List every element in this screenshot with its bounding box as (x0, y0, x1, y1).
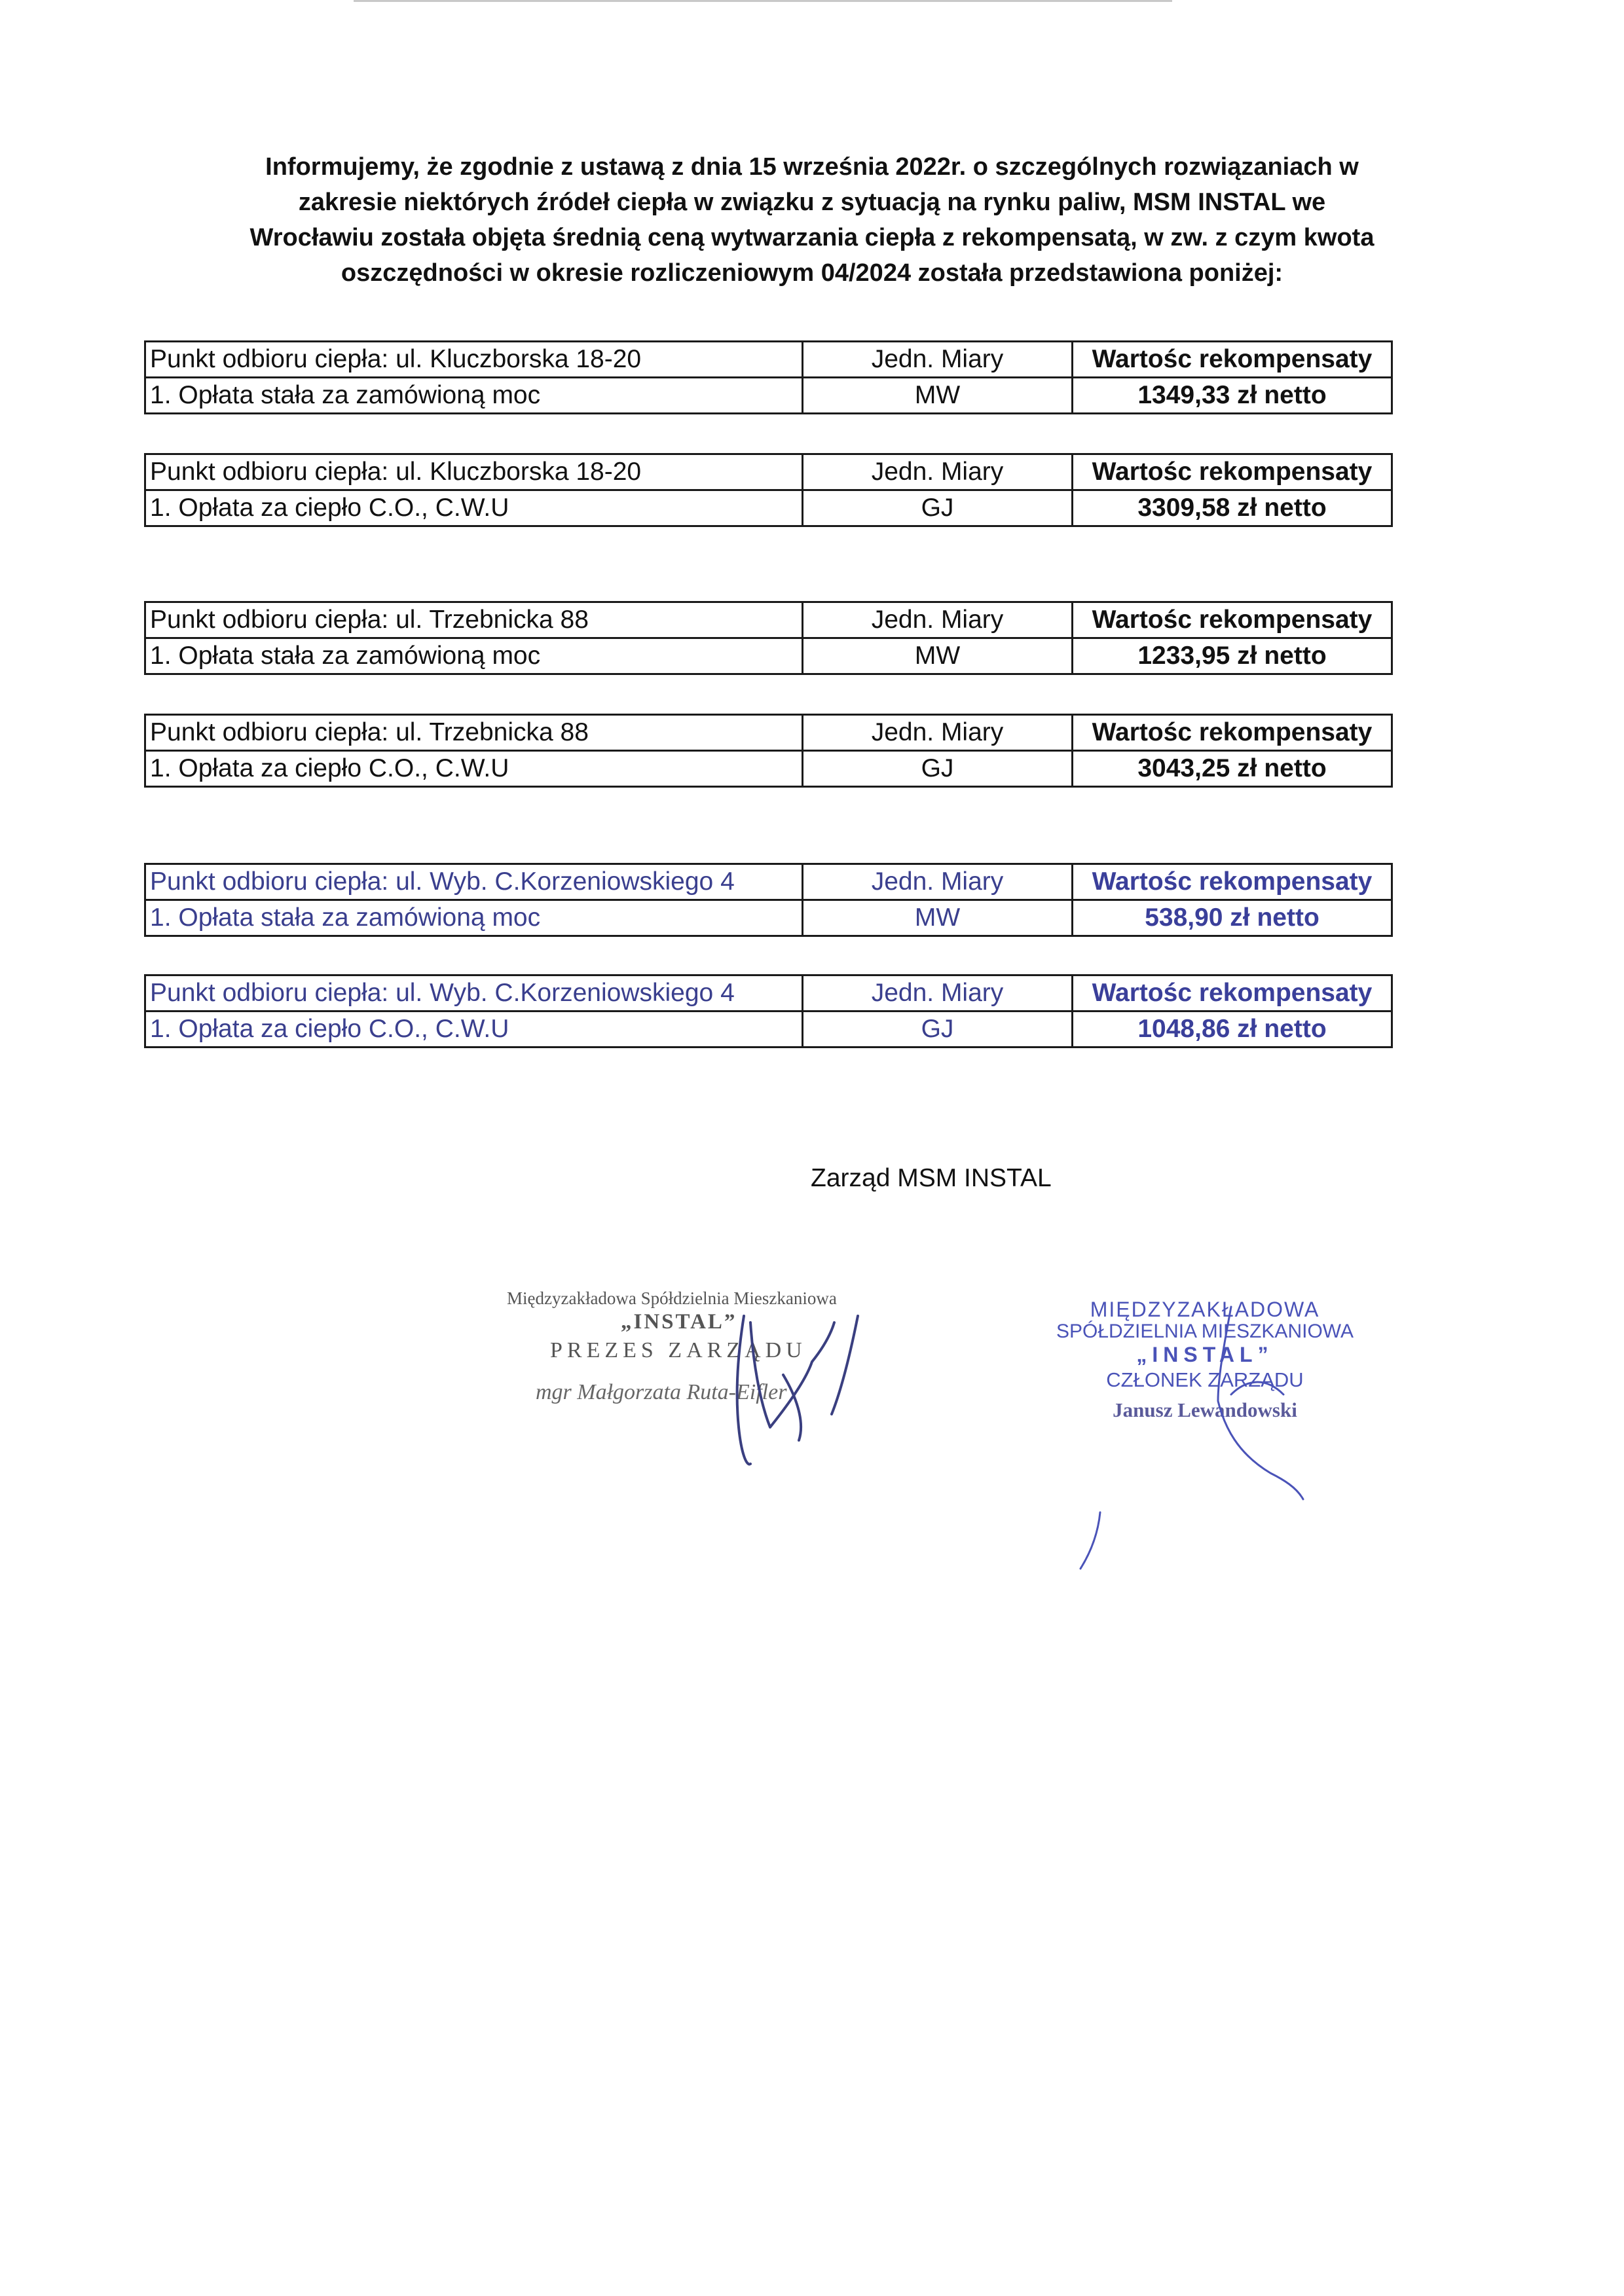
fee-label-cell: 1. Opłata za ciepło C.O., C.W.U (145, 490, 803, 526)
compensation-value-cell: 3309,58 zł netto (1073, 490, 1392, 526)
intro-line: Wrocławiu została objęta średnią ceną wytwarzania ciepła z rekompensatą, w zw. z czym kwota (249, 224, 1375, 251)
fee-label-cell: 1. Opłata stała za zamówioną moc (145, 638, 803, 674)
unit-cell: GJ (803, 751, 1073, 787)
table-header-row (145, 715, 1392, 751)
board-signature-title: Zarząd MSM INSTAL (811, 1164, 1052, 1192)
table-row (145, 490, 1392, 526)
table-header-row (145, 454, 1392, 490)
compensation-table-kluczborska-power (144, 340, 1393, 414)
compensation-value-cell: 1233,95 zł netto (1073, 638, 1392, 674)
unit-cell: MW (803, 378, 1073, 414)
unit-header-cell: Jedn. Miary (803, 454, 1073, 490)
unit-cell: MW (803, 900, 1073, 936)
value-header-cell: Wartośc rekompensaty (1073, 975, 1392, 1011)
compensation-table-trzebnicka-heat (144, 714, 1393, 788)
unit-header-cell: Jedn. Miary (803, 602, 1073, 638)
delivery-point-cell: Punkt odbioru ciepła: ul. Trzebnicka 88 (145, 715, 803, 751)
compensation-table-trzebnicka-power (144, 601, 1393, 675)
compensation-table-korzeniowskiego-heat (144, 974, 1393, 1048)
value-header-cell: Wartośc rekompensaty (1073, 454, 1392, 490)
fee-label-cell: 1. Opłata za ciepło C.O., C.W.U (145, 1011, 803, 1048)
compensation-value-cell: 538,90 zł netto (1073, 900, 1392, 936)
top-edge-rule (354, 0, 1172, 2)
stamp-org-line1: MIĘDZYZAKŁADOWA (1090, 1298, 1320, 1321)
compensation-value-cell: 3043,25 zł netto (1073, 751, 1392, 787)
compensation-table-korzeniowskiego-power (144, 863, 1393, 937)
stamp-role: PREZES ZARZĄDU (550, 1338, 807, 1362)
compensation-value-cell: 1048,86 zł netto (1073, 1011, 1392, 1048)
value-header-cell: Wartośc rekompensaty (1073, 342, 1392, 378)
stamp-org-line2: SPÓŁDZIELNIA MIESZKANIOWA (1056, 1321, 1354, 1342)
unit-cell: MW (803, 638, 1073, 674)
compensation-table-kluczborska-heat (144, 453, 1393, 527)
intro-line: Informujemy, że zgodnie z ustawą z dnia 15 września 2022r. o szczególnych rozwiązaniach w (265, 153, 1359, 181)
table-row (145, 751, 1392, 787)
unit-header-cell: Jedn. Miary (803, 342, 1073, 378)
unit-header-cell: Jedn. Miary (803, 864, 1073, 900)
unit-cell: GJ (803, 490, 1073, 526)
table-row (145, 1011, 1392, 1048)
table-row (145, 378, 1392, 414)
table-header-row (145, 864, 1392, 900)
president-stamp (498, 1288, 891, 1405)
value-header-cell: Wartośc rekompensaty (1073, 602, 1392, 638)
delivery-point-cell: Punkt odbioru ciepła: ul. Kluczborska 18-20 (145, 342, 803, 378)
fee-label-cell: 1. Opłata stała za zamówioną moc (145, 378, 803, 414)
table-row (145, 638, 1392, 674)
stamp-org-name: Międzyzakładowa Spółdzielnia Mieszkaniowa (507, 1288, 837, 1308)
delivery-point-cell: Punkt odbioru ciepła: ul. Wyb. C.Korzeniowskiego 4 (145, 975, 803, 1011)
stamp-org-short: „INSTAL” (1136, 1343, 1274, 1366)
stamp-role: CZŁONEK ZARZĄDU (1106, 1368, 1304, 1391)
fee-label-cell: 1. Opłata za ciepło C.O., C.W.U (145, 751, 803, 787)
intro-paragraph (118, 149, 1506, 291)
table-header-row (145, 602, 1392, 638)
table-row (145, 900, 1392, 936)
fee-label-cell: 1. Opłata stała za zamówioną moc (145, 900, 803, 936)
compensation-value-cell: 1349,33 zł netto (1073, 378, 1392, 414)
intro-line: zakresie niektórych źródeł ciepła w związku z sytuacją na rynku paliw, MSM INSTAL we (298, 189, 1326, 216)
table-header-row (145, 975, 1392, 1011)
value-header-cell: Wartośc rekompensaty (1073, 864, 1392, 900)
stamp-org-short: „INSTAL” (621, 1310, 737, 1334)
unit-header-cell: Jedn. Miary (803, 715, 1073, 751)
table-header-row (145, 342, 1392, 378)
value-header-cell: Wartośc rekompensaty (1073, 715, 1392, 751)
delivery-point-cell: Punkt odbioru ciepła: ul. Trzebnicka 88 (145, 602, 803, 638)
delivery-point-cell: Punkt odbioru ciepła: ul. Kluczborska 18-20 (145, 454, 803, 490)
board-member-stamp (1022, 1298, 1388, 1422)
intro-line: oszczędności w okresie rozliczeniowym 04/2024 została przedstawiona poniżej: (341, 259, 1283, 287)
unit-header-cell: Jedn. Miary (803, 975, 1073, 1011)
unit-cell: GJ (803, 1011, 1073, 1048)
stamp-person-name: mgr Małgorzata Ruta-Eifler (536, 1380, 787, 1404)
stamp-person-name: Janusz Lewandowski (1113, 1398, 1297, 1421)
delivery-point-cell: Punkt odbioru ciepła: ul. Wyb. C.Korzeniowskiego 4 (145, 864, 803, 900)
